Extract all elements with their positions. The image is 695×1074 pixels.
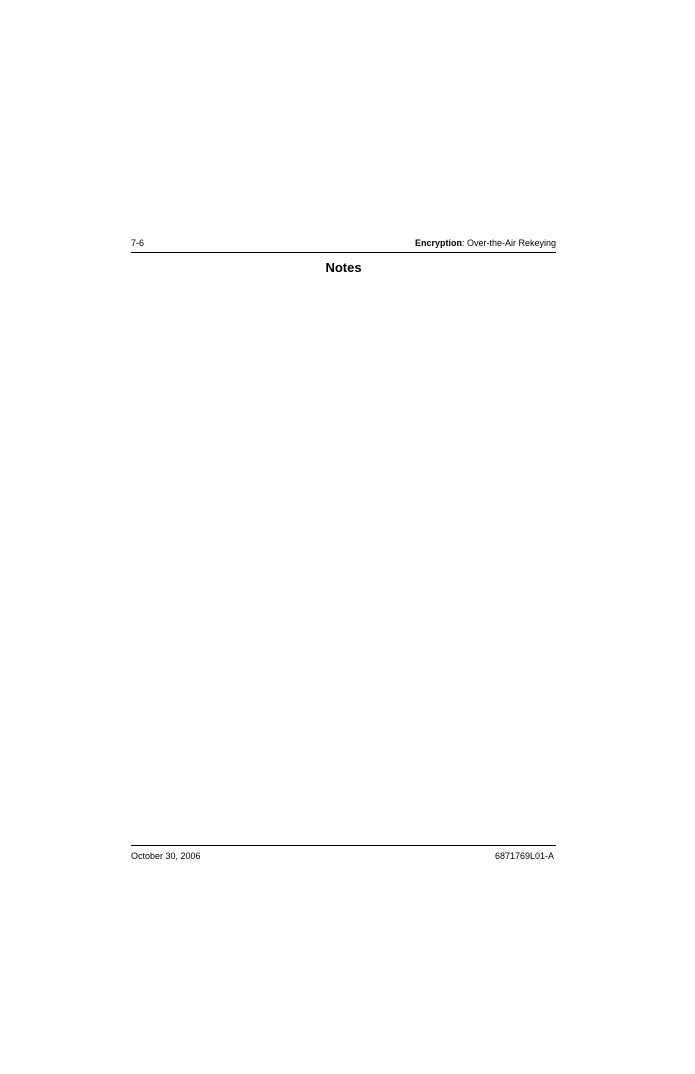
- footer-rule: [131, 845, 556, 846]
- document-number: 6871769L01-A: [494, 851, 554, 861]
- page-title: Notes: [325, 260, 362, 275]
- chapter-title: Encryption: [414, 238, 462, 248]
- page-number: 7-6: [131, 238, 145, 248]
- header-rule: [131, 252, 556, 253]
- footer-date: October 30, 2006: [131, 851, 201, 861]
- running-head: [415, 237, 556, 249]
- title-separator: :: [461, 238, 467, 248]
- page-header: [131, 237, 556, 249]
- section-title: Over-the-Air Rekeying: [466, 238, 556, 248]
- page-footer: [131, 850, 556, 862]
